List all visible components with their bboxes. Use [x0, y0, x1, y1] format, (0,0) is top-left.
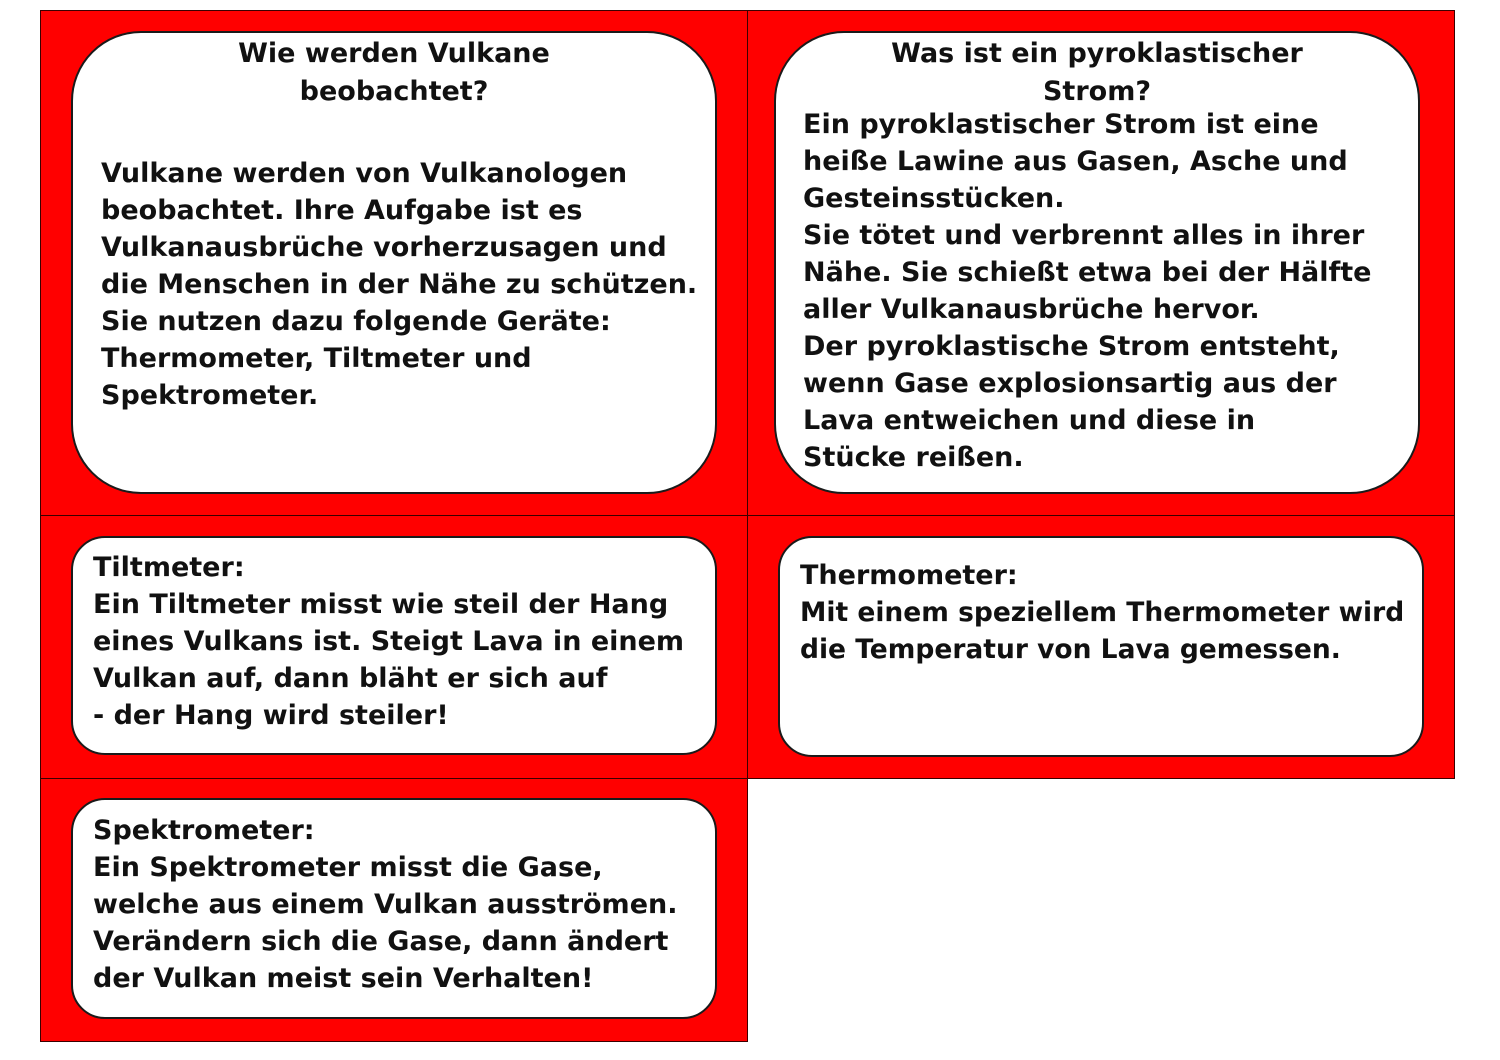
card-spektrometer-body: Ein Spektrometer misst die Gase, welche aus einem Vulkan ausströmen. Verändern sich die Gase, dann ändert der Vulkan meist sein Verhalten!	[93, 852, 678, 994]
card-spektrometer-heading: Spektrometer:	[93, 815, 315, 846]
card-tiltmeter-heading: Tiltmeter:	[93, 552, 245, 583]
card-beobachtung-title: Wie werden Vulkane beobachtet?	[238, 38, 550, 107]
card-pyroklastisch-title: Was ist ein pyroklastischer Strom?	[891, 38, 1303, 107]
card-thermometer-heading: Thermometer:	[800, 560, 1018, 591]
card-thermometer-body: Mit einem speziellem Thermometer wird die Temperatur von Lava gemessen.	[800, 597, 1405, 665]
card-pyroklastisch-body: Ein pyroklastischer Strom ist eine heiße Lawine aus Gasen, Asche und Gesteinsstücken. Sie tötet und verbrennt alles in ihrer Nähe. Sie schießt etwa bei der Hälfte aller Vulkanausbrüche hervor. Der pyroklastische Strom entsteht, wenn Gase explosionsartig aus der Lava entweichen und diese in Stücke reißen.	[803, 109, 1372, 473]
card-beobachtung-body: Vulkane werden von Vulkanologen beobachtet. Ihre Aufgabe ist es Vulkanausbrüche vorherzusagen und die Menschen in der Nähe zu schützen. Sie nutzen dazu folgende Geräte: Thermometer, Tiltmeter und Spektrometer.	[101, 158, 698, 411]
card-tiltmeter-body: Ein Tiltmeter misst wie steil der Hang eines Vulkans ist. Steigt Lava in einem Vulkan auf, dann bläht er sich auf - der Hang wird steiler!	[93, 589, 685, 731]
